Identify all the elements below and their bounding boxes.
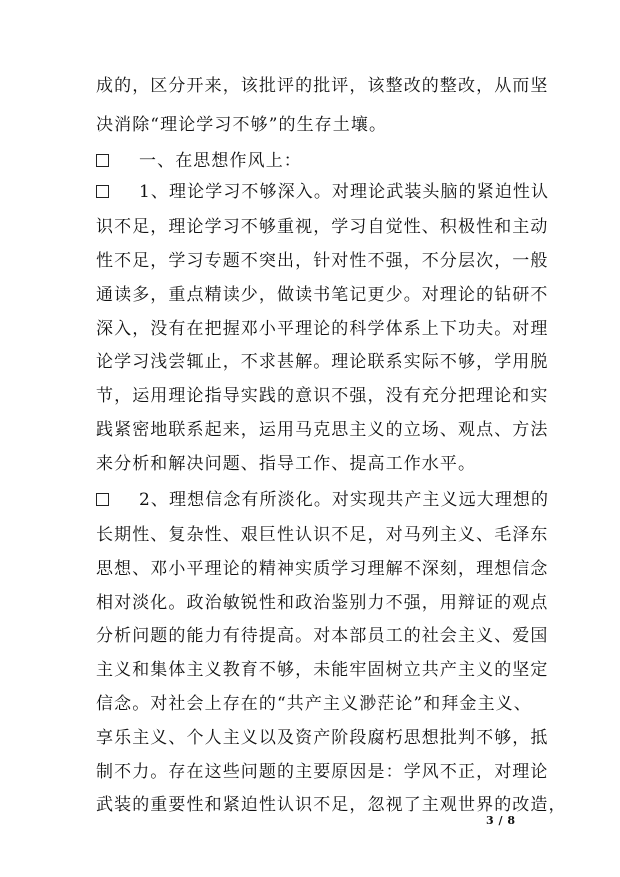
text-line: 深入，没有在把握邓小平理论的科学体系上下功夫。对理 — [96, 319, 549, 339]
text-line: 识不足，理论学习不够重视，学习自觉性、积极性和主动 — [96, 217, 549, 237]
text-line: 长期性、复杂性、艰巨性认识不足，对马列主义、毛泽东 — [96, 525, 549, 545]
text-line: 通读多，重点精读少，做读书笔记更少。对理论的钻研不 — [96, 285, 549, 305]
text-line: 论学习浅尝辄止，不求甚解。理论联系实际不够，学用脱 — [96, 352, 549, 372]
page-number: 3 / 8 — [486, 814, 516, 827]
text-line: 享乐主义、个人主义以及资产阶段腐朽思想批判不够，抵 — [96, 728, 549, 748]
text-line: 分析问题的能力有待提高。对本部员工的社会主义、爱国 — [96, 626, 549, 646]
checkbox-icon — [96, 154, 109, 167]
checkbox-icon — [96, 185, 109, 198]
section-heading: 一、在思想作风上： — [139, 151, 302, 171]
text-line: 来分析和解决问题、指导工作、提高工作水平。 — [96, 454, 477, 474]
paragraph-text: 2、理想信念有所淡化。对实现共产主义远大理想的 — [139, 490, 550, 510]
text-line: 成的，区分开来，该批评的批评，该整改的整改，从而坚 — [96, 76, 549, 96]
paragraph-first-line — [96, 485, 550, 515]
checkbox-icon — [96, 493, 109, 506]
text-line: 思想、邓小平理论的精神实质学习理解不深刻，理想信念 — [96, 559, 549, 579]
text-line: 武装的重要性和紧迫性认识不足，忽视了主观世界的改造， — [96, 795, 567, 815]
text-line: 践紧密地联系起来，运用马克思主义的立场、观点、方法 — [96, 420, 549, 440]
text-line: 信念。对社会上存在的“共产主义渺茫论”和拜金主义、 — [96, 694, 532, 714]
text-line: 性不足，学习专题不突出，针对性不强，不分层次，一般 — [96, 251, 549, 271]
paragraph-text: 1、理论学习不够深入。对理论武装头脑的紧迫性认 — [139, 182, 550, 202]
text-line: 制不力。存在这些问题的主要原因是：学风不正，对理论 — [96, 762, 549, 782]
text-line: 主义和集体主义教育不够，未能牢固树立共产主义的坚定 — [96, 660, 549, 680]
text-line: 决消除“理论学习不够”的生存土壤。 — [96, 115, 388, 135]
paragraph-first-line — [96, 177, 550, 207]
heading-line — [96, 146, 536, 176]
text-line: 相对淡化。政治敏锐性和政治鉴别力不强，用辩证的观点 — [96, 593, 549, 613]
text-line: 节，运用理论指导实践的意识不强，没有充分把理论和实 — [96, 386, 549, 406]
